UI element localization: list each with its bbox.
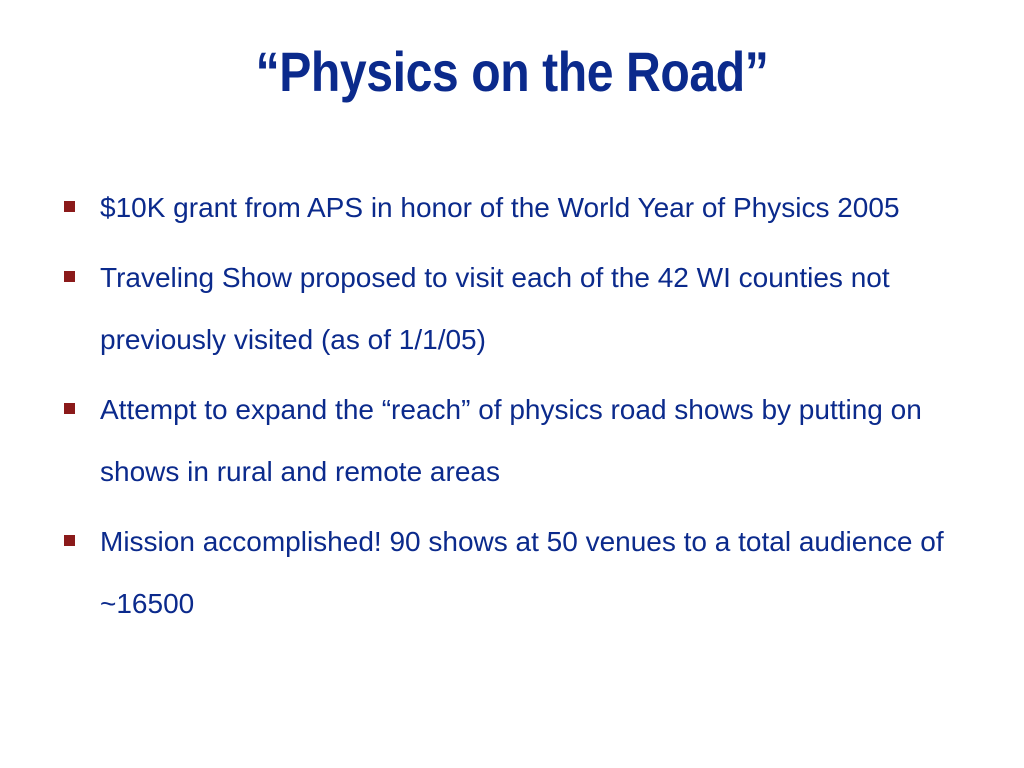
- bullet-item: [56, 511, 976, 635]
- bullet-text: Attempt to expand the “reach” of physics road shows by putting on shows in rural and remote areas: [100, 394, 922, 487]
- slide-title: “Physics on the Road”: [255, 40, 769, 103]
- square-bullet-icon: [64, 271, 75, 282]
- bullet-list: [56, 177, 976, 643]
- square-bullet-icon: [64, 403, 75, 414]
- bullet-item: [56, 379, 976, 503]
- square-bullet-icon: [64, 535, 75, 546]
- bullet-text: Traveling Show proposed to visit each of the 42 WI counties not previously visited (as of 1/1/05): [100, 262, 890, 355]
- bullet-item: [56, 247, 976, 371]
- bullet-item: [56, 177, 976, 239]
- bullet-text: $10K grant from APS in honor of the World Year of Physics 2005: [100, 192, 900, 223]
- bullet-text: Mission accomplished! 90 shows at 50 venues to a total audience of ~16500: [100, 526, 944, 619]
- square-bullet-icon: [64, 201, 75, 212]
